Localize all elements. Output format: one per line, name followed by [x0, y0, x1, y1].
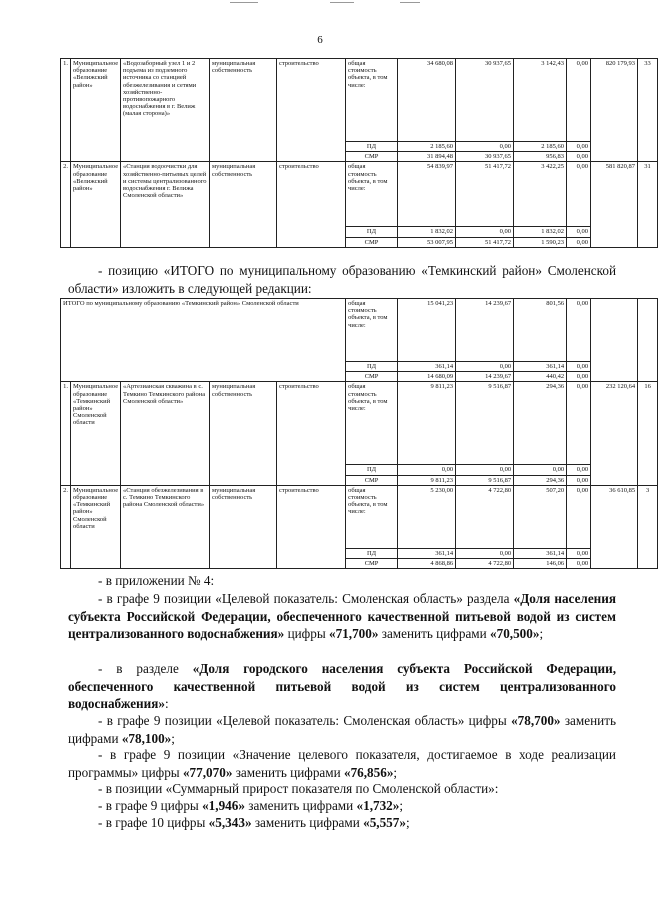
total-title-cell: ИТОГО по муниципальному образованию «Темкинский район» Смоленской области	[61, 299, 346, 382]
appendix-text: - в приложении № 4:	[98, 573, 215, 588]
value-cell: 361,14	[398, 362, 456, 372]
value-cell: 33	[638, 59, 658, 162]
empty-cell	[638, 299, 658, 382]
value-cell: 0,00	[567, 485, 591, 548]
value-cell: 0,00	[567, 142, 591, 152]
value-cell: 15 041,23	[398, 299, 456, 362]
value-cell: 294,36	[514, 475, 567, 485]
value-cell: 507,20	[514, 485, 567, 548]
value-cell: 9 516,87	[456, 382, 514, 465]
value-cell: 16	[638, 382, 658, 485]
value-cell: 1 590,23	[514, 237, 567, 247]
value-cell: 2 185,60	[514, 142, 567, 152]
value-cell: 0,00	[398, 465, 456, 475]
text-run: - в графе 9 позиции «Целевой показатель: Смоленская область» раздела	[98, 591, 514, 606]
value-cell: 2 185,60	[398, 142, 456, 152]
municipality-cell: Муниципальное образование «Велижский район»	[71, 162, 121, 247]
object-cell: «Станция обезжелезивания в с. Темкино Темкинского района Смоленской области»	[121, 485, 210, 568]
value-cell: 54 839,97	[398, 162, 456, 227]
value-cell: 30 937,65	[456, 152, 514, 162]
value-cell: 53 007,95	[398, 237, 456, 247]
value-cell: 4 722,80	[456, 485, 514, 548]
text-run: заменить цифрами	[251, 815, 364, 830]
object-cell: «Станция водоочистки для хозяйственно-питьевых целей и системы централизованного водоснабжения г. Велижа Смоленской области»	[121, 162, 210, 247]
text-run: - в графе 9 позиции «Значение целевого показателя, достигаемое в ходе реализации программы» цифры	[68, 747, 616, 780]
value-cell: 0,00	[456, 362, 514, 372]
sub-label-cell: СМР	[346, 237, 398, 247]
empty-cell	[591, 299, 638, 382]
text-run: ;	[399, 798, 404, 813]
table-row	[61, 162, 658, 227]
sub-label-cell: ПД	[346, 142, 398, 152]
value-cell: 0,00	[567, 227, 591, 237]
value-cell: 0,00	[567, 465, 591, 475]
value-cell: 0,00	[567, 475, 591, 485]
text-run: - в графе 10 цифры	[98, 815, 209, 830]
paragraph-column9-achieved	[68, 746, 616, 781]
paragraph-column9-target	[68, 712, 616, 747]
cost-label-cell: общая стоимость объекта, в том числе:	[346, 299, 398, 362]
value-cell: 0,00	[514, 465, 567, 475]
value-cell: 440,42	[514, 372, 567, 382]
text-run: - в разделе	[98, 661, 193, 676]
sub-label-cell: СМР	[346, 475, 398, 485]
paragraph-column9-increase	[68, 797, 616, 815]
ownership-cell: муниципальная собственность	[210, 59, 277, 162]
value-cell: 0,00	[456, 142, 514, 152]
value-cell: 3 422,25	[514, 162, 567, 227]
row-number: 2.	[61, 485, 71, 568]
cost-label-cell: общая стоимость объекта, в том числе:	[346, 59, 398, 142]
work-type-cell: строительство	[277, 485, 346, 568]
value-cell: 0,00	[456, 227, 514, 237]
value-cell: 0,00	[567, 362, 591, 372]
new-value: «5,557»	[363, 815, 406, 830]
ownership-cell: муниципальная собственность	[210, 162, 277, 247]
new-value: «70,500»	[490, 626, 540, 641]
paragraph-column10-increase	[68, 814, 616, 832]
page-number: 6	[317, 34, 323, 46]
new-value: «76,856»	[343, 764, 394, 780]
row-number: 2.	[61, 162, 71, 247]
text-run: заменить цифрами	[244, 798, 357, 813]
paragraph-appendix-4	[68, 572, 616, 590]
value-cell: 34 680,08	[398, 59, 456, 142]
value-cell: 0,00	[456, 548, 514, 558]
text-run: заменить цифрами	[378, 626, 490, 641]
value-cell: 1 832,02	[514, 227, 567, 237]
value-cell: 4 868,86	[398, 559, 456, 569]
value-cell: 3	[638, 485, 658, 568]
sub-label-cell: СМР	[346, 372, 398, 382]
paragraph-temkino-intro: - позицию «ИТОГО по муниципальному образованию «Темкинский район» Смоленской области» изложить в следующей редакции:	[68, 263, 616, 296]
municipality-cell: Муниципальное образование «Велижский район»	[71, 59, 121, 162]
sub-label-cell: ПД	[346, 362, 398, 372]
table-row	[61, 485, 658, 548]
old-value: «5,343»	[208, 815, 252, 830]
value-cell: 0,00	[567, 548, 591, 558]
value-cell: 0,00	[567, 372, 591, 382]
value-cell: 51 417,72	[456, 162, 514, 227]
value-cell: 5 230,00	[398, 485, 456, 548]
value-cell: 820 179,93	[591, 59, 638, 162]
old-value: «77,070»	[182, 764, 233, 780]
value-cell: 0,00	[567, 162, 591, 227]
value-cell: 0,00	[567, 299, 591, 362]
value-cell: 1 832,02	[398, 227, 456, 237]
value-cell: 14 239,67	[456, 299, 514, 362]
old-value: «78,700»	[511, 713, 561, 728]
value-cell: 31 894,48	[398, 152, 456, 162]
text-run: :	[165, 696, 169, 711]
value-cell: 51 417,72	[456, 237, 514, 247]
value-cell: 0,00	[567, 59, 591, 142]
value-cell: 30 937,65	[456, 59, 514, 142]
cost-label-cell: общая стоимость объекта, в том числе:	[346, 485, 398, 548]
text-run: заменить цифрами	[232, 764, 344, 780]
value-cell: 4 722,80	[456, 559, 514, 569]
paragraph-target-indicator	[68, 590, 616, 643]
object-cell: «Артезианская скважина в с. Темкино Темкинского района Смоленской области»	[121, 382, 210, 485]
text-run: ;	[405, 815, 410, 830]
paragraph-urban-section	[68, 660, 616, 713]
text-run: - в позиции «Суммарный прирост показателя по Смоленской области»:	[98, 781, 499, 796]
section-title: «Доля населения субъекта Российской Федерации, обеспеченного качественной питьевой водой из систем централизованного водоснабжения»	[68, 591, 617, 641]
sub-label-cell: СМР	[346, 152, 398, 162]
value-cell: 14 239,67	[456, 372, 514, 382]
municipality-cell: Муниципальное образование «Темкинский район» Смоленской области	[71, 485, 121, 568]
value-cell: 14 680,09	[398, 372, 456, 382]
new-value: «78,100»	[121, 730, 172, 746]
text-run: ;	[393, 764, 398, 780]
value-cell: 3 142,43	[514, 59, 567, 142]
row-number: 1.	[61, 382, 71, 485]
work-type-cell: строительство	[277, 162, 346, 247]
text-run: ;	[539, 626, 544, 641]
text-run: ;	[171, 730, 175, 746]
table-velizh	[60, 58, 658, 248]
municipality-cell: Муниципальное образование «Темкинский район» Смоленской области	[71, 382, 121, 485]
table-row	[61, 59, 658, 142]
cost-label-cell: общая стоимость объекта, в том числе:	[346, 162, 398, 227]
sub-label-cell: СМР	[346, 559, 398, 569]
value-cell: 361,14	[514, 362, 567, 372]
top-scan-edge	[0, 0, 640, 6]
value-cell: 294,36	[514, 382, 567, 465]
sub-label-cell: ПД	[346, 227, 398, 237]
text-run: - в графе 9 позиции «Целевой показатель: Смоленская область» цифры	[98, 713, 512, 728]
work-type-cell: строительство	[277, 59, 346, 162]
paragraph-total-increase	[68, 780, 616, 798]
sub-label-cell: ПД	[346, 548, 398, 558]
value-cell: 31	[638, 162, 658, 247]
value-cell: 0,00	[567, 559, 591, 569]
row-number: 1.	[61, 59, 71, 162]
value-cell: 956,83	[514, 152, 567, 162]
ownership-cell: муниципальная собственность	[210, 485, 277, 568]
text-run: - в графе 9 цифры	[98, 798, 203, 813]
text-run: цифры	[284, 626, 329, 641]
value-cell: 146,06	[514, 559, 567, 569]
section-title: «Доля городского населения субъекта Российской Федерации, обеспеченного качественной питьевой водой из систем централизованного водоснабжения»	[68, 661, 616, 711]
old-value: «1,946»	[202, 798, 245, 813]
value-cell: 0,00	[456, 465, 514, 475]
table-row	[61, 299, 658, 362]
text-run: заменить цифрами	[68, 713, 616, 746]
value-cell: 9 811,23	[398, 475, 456, 485]
value-cell: 581 820,87	[591, 162, 638, 247]
value-cell: 232 120,64	[591, 382, 638, 485]
value-cell: 9 516,87	[456, 475, 514, 485]
new-value: «1,732»	[356, 798, 400, 813]
value-cell: 361,14	[514, 548, 567, 558]
value-cell: 0,00	[567, 152, 591, 162]
sub-label-cell: ПД	[346, 465, 398, 475]
old-value: «71,700»	[328, 626, 379, 641]
object-cell: «Водозаборный узел 1 и 2 подъема из подземного источника со станцией обезжелезивания и сетями хозяйственно-противопожарного водоснабжения в г. Велиж (малая сторона)»	[121, 59, 210, 162]
value-cell: 0,00	[567, 237, 591, 247]
value-cell: 9 811,23	[398, 382, 456, 465]
value-cell: 801,56	[514, 299, 567, 362]
table-temkino	[60, 298, 658, 569]
ownership-cell: муниципальная собственность	[210, 382, 277, 485]
value-cell: 361,14	[398, 548, 456, 558]
cost-label-cell: общая стоимость объекта, в том числе:	[346, 382, 398, 465]
work-type-cell: строительство	[277, 382, 346, 485]
table-row	[61, 382, 658, 465]
value-cell: 36 610,85	[591, 485, 638, 568]
value-cell: 0,00	[567, 382, 591, 465]
